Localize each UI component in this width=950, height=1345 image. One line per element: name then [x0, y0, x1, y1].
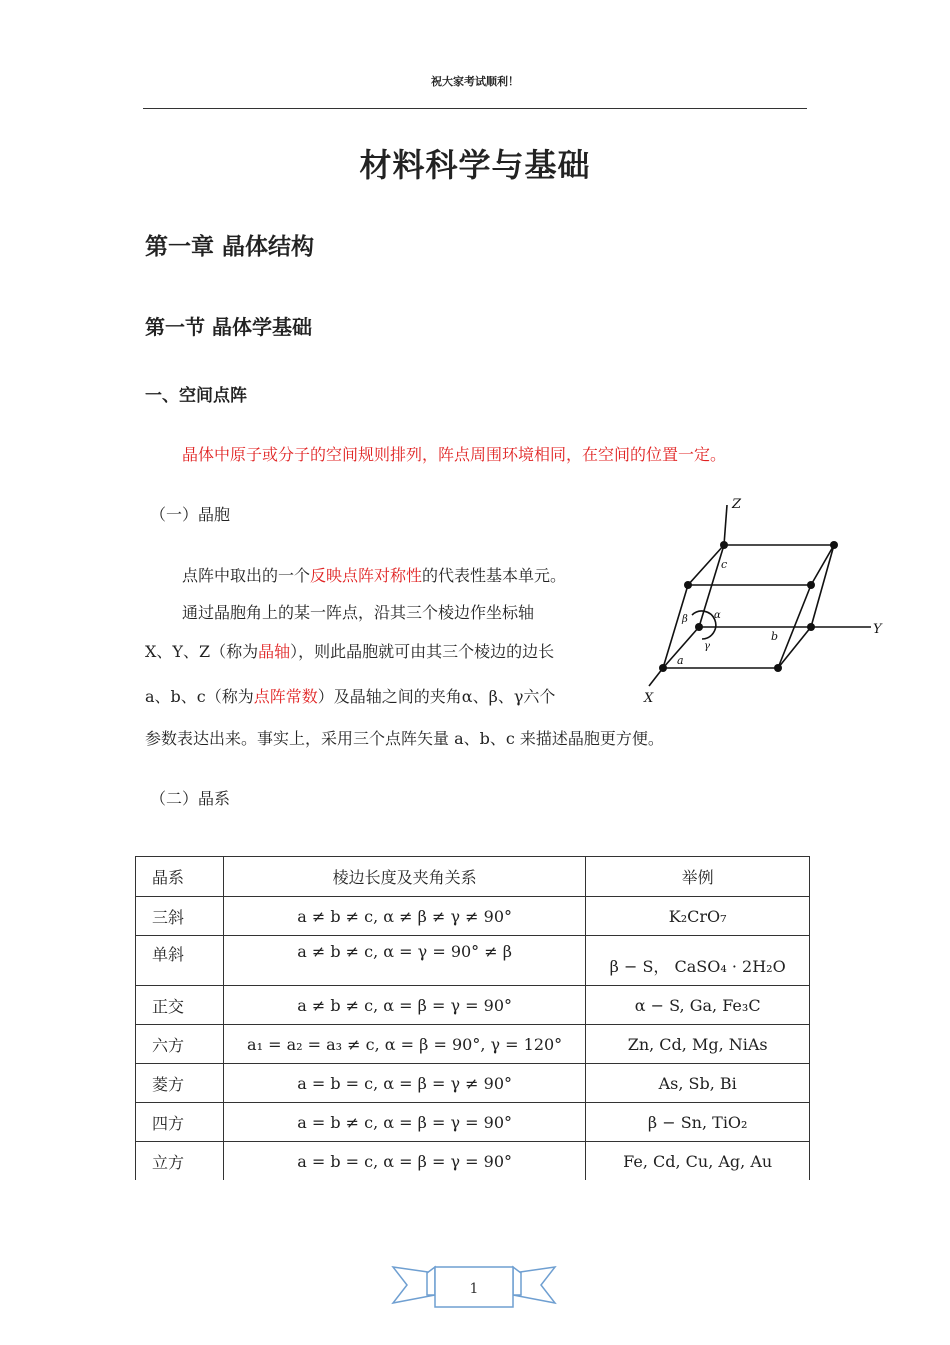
table-row: [136, 936, 810, 986]
label-beta: β: [682, 614, 688, 625]
relation-cell: a ≠ b ≠ c, α ≠ β ≠ γ ≠ 90°: [223, 897, 585, 936]
system-name-cell: 单斜: [136, 936, 224, 986]
lattice-point: [684, 581, 692, 589]
relation-cell: a ≠ b ≠ c, α = γ = 90° ≠ β: [223, 936, 585, 986]
lattice-point: [774, 664, 782, 672]
text-run: 点阵中取出的一个: [182, 566, 311, 585]
example-cell: K₂CrO₇: [586, 897, 810, 936]
table-header-cell: 晶系: [136, 857, 224, 897]
lattice-point: [830, 541, 838, 549]
system-name-cell: 正交: [136, 986, 224, 1025]
system-name-cell: 三斜: [136, 897, 224, 936]
label-c: c: [721, 558, 728, 571]
table-row: [136, 897, 810, 936]
relation-cell: a ≠ b ≠ c, α = β = γ = 90°: [223, 986, 585, 1025]
table-row: [136, 1142, 810, 1181]
page-header: 祝大家考试顺利！: [431, 75, 519, 88]
system-name-cell: 立方: [136, 1142, 224, 1181]
unit-cell-paragraph-1: [182, 563, 566, 586]
text-run: 的代表性基本单元。: [422, 566, 567, 585]
relation-cell: a = b ≠ c, α = β = γ = 90°: [223, 1103, 585, 1142]
lattice-point: [695, 623, 703, 631]
highlight-crystal-axis: 晶轴: [258, 642, 291, 661]
lattice-point: [807, 581, 815, 589]
table-row: [136, 1103, 810, 1142]
unit-cell-paragraph-5: 参数表达出来。事实上，采用三个点阵矢量 a、b、c 来描述晶胞更方便。: [145, 729, 664, 748]
unit-cell-paragraph-4: [145, 684, 555, 707]
text-run: ），则此晶胞就可由其三个棱边的边长: [290, 642, 555, 661]
system-name-cell: 六方: [136, 1025, 224, 1064]
unit-cell-paragraph-3: [145, 639, 554, 662]
ribbon-fold: [513, 1267, 521, 1295]
document-title: 材料科学与基础: [359, 146, 591, 184]
subsection-heading: 一、空间点阵: [145, 386, 247, 406]
label-x: X: [644, 691, 654, 705]
cell-edge: [778, 627, 811, 668]
relation-cell: a₁ = a₂ = a₃ ≠ c, α = β = 90°, γ = 120°: [223, 1025, 585, 1064]
cell-edge: [663, 585, 688, 668]
definition-text: 晶体中原子或分子的空间规则排列，阵点周围环境相同，在空间的位置一定。: [182, 445, 727, 464]
table-row: [136, 986, 810, 1025]
table-header-cell: 棱边长度及夹角关系: [223, 857, 585, 897]
lattice-point: [720, 541, 728, 549]
table-header-cell: 举例: [586, 857, 810, 897]
table-row: [136, 1064, 810, 1103]
example-cell: β − Sn, TiO₂: [586, 1103, 810, 1142]
example-cell: α − S, Ga, Fe₃C: [586, 986, 810, 1025]
relation-cell: a = b = c, α = β = γ = 90°: [223, 1142, 585, 1181]
system-name-cell: 四方: [136, 1103, 224, 1142]
label-gamma: γ: [704, 641, 710, 652]
ribbon-fold: [427, 1267, 435, 1295]
table-row: [136, 1025, 810, 1064]
cell-top-face: [688, 545, 834, 585]
example-cell: β − S， CaSO₄ · 2H₂O: [586, 936, 810, 986]
text-run: X、Y、Z（称为: [145, 642, 259, 661]
label-a: a: [677, 654, 684, 667]
label-b: b: [771, 630, 779, 643]
lattice-point: [807, 623, 815, 631]
label-z: Z: [732, 497, 742, 512]
header-rule: [143, 108, 807, 109]
crystal-systems-table: [135, 856, 810, 1180]
text-run: ）及晶轴之间的夹角α、β、γ六个: [317, 687, 556, 706]
page-number-ribbon: [391, 1261, 557, 1309]
highlight-lattice-constant: 点阵常数: [253, 687, 318, 706]
example-cell: Fe, Cd, Cu, Ag, Au: [586, 1142, 810, 1181]
table-header-row: [136, 857, 810, 897]
system-name-cell: 菱方: [136, 1064, 224, 1103]
highlight-symmetry: 反映点阵对称性: [310, 566, 423, 585]
page-number: 1: [469, 1281, 479, 1297]
text-run: a、b、c（称为: [145, 687, 254, 706]
lattice-point: [659, 664, 667, 672]
chapter-heading: 第一章 晶体结构: [145, 233, 315, 260]
example-cell: As, Sb, Bi: [586, 1064, 810, 1103]
label-y: Y: [873, 622, 882, 637]
crystal-systems-heading: （二）晶系: [150, 789, 231, 808]
label-alpha: α: [714, 610, 721, 621]
example-cell: Zn, Cd, Mg, NiAs: [586, 1025, 810, 1064]
section-heading: 第一节 晶体学基础: [145, 315, 312, 339]
unit-cell-diagram: [636, 490, 886, 705]
relation-cell: a = b = c, α = β = γ ≠ 90°: [223, 1064, 585, 1103]
unit-cell-paragraph-2: 通过晶胞角上的某一阵点，沿其三个棱边作坐标轴: [182, 603, 535, 622]
z-axis-line: [724, 505, 727, 545]
unit-cell-heading: （一）晶胞: [150, 505, 231, 524]
